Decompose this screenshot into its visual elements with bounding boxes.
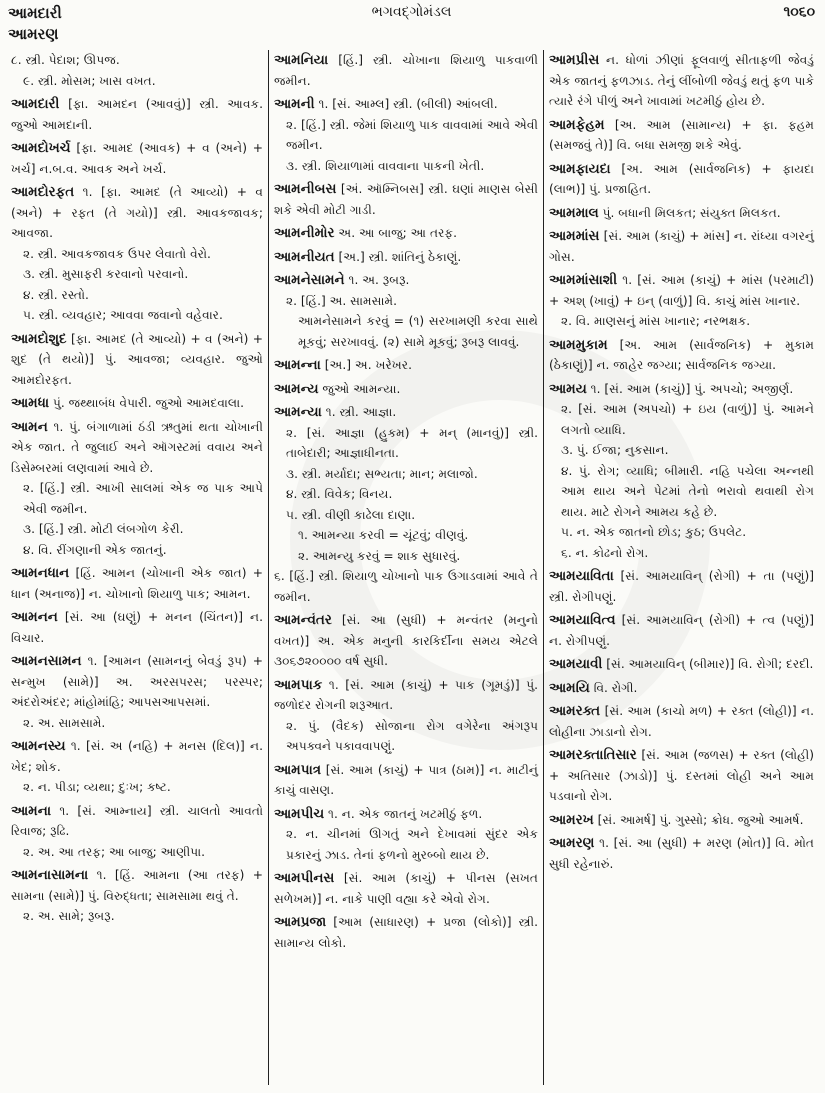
entry-definition: ૧. અ. રૂબરૂ. (348, 273, 410, 287)
entry-definition: ૧. [સં. આમ્નાય] સ્ત્રી. ચાલતો આવતો રિવાજ; રૂઢિ. (11, 803, 263, 838)
entry-headword: આમનિયા (274, 52, 329, 68)
entry-definition: ૧. [સં. આમ્લ] સ્ત્રી. (બીલી) આંબલી. (318, 97, 498, 111)
entry-sense: ૨. અ. આ તરફ; આ બાજુ; આણીપા. (23, 844, 205, 859)
entry-definition: [સં. આમ (કાચું) + પાત્ર (ઠામ)] ન. માટીનું કાચું વાસણ. (274, 762, 538, 797)
entry-sense: ૨. [સં. આમ (અપચો) + ઇય (વાળું)] પું. આમને લગતો વ્યાધિ. (561, 402, 814, 437)
column-3 (543, 50, 819, 1085)
entry-definition: ૧. [સં. આમ (કાચું) + પાક (ગૂમડું)] પું. જળોદર રોગની શરૂઆત. (274, 677, 539, 712)
entry-sense: ૪. વિ. રીંગણાની એક જાતનું. (23, 542, 167, 557)
entry-headword: આમનીયત (274, 248, 335, 265)
entry-headword: આમરક્તાતિસાર (549, 747, 637, 763)
entry-definition: [આમ (સાધારણ) + પ્રજા (લોકો)] સ્ત્રી. સામાન્ય લોકો. (274, 915, 538, 950)
entry-sense: ૨. અ. સામે; રૂબરૂ. (23, 909, 115, 923)
entry-sense: ૪. સ્ત્રી. વિવેક; વિનય. (286, 487, 393, 501)
entry-sense: ૨. ન. ચીનમાં ઊગતું અને દેખાવમાં સુંદર એક પ્રકારનું ઝાડ. તેનાં ફળનો મુરબ્બો થાય છે. (286, 827, 538, 862)
dictionary-entry (549, 115, 814, 156)
page-number: ૧૦૬૦ (783, 4, 815, 20)
entry-sense: ૩. સ્ત્રી. શિયાળામાં વાવવાના પાકની ખેતી. (286, 158, 485, 173)
entry-sense: ૫. ન. એક જાતનો છોડ; કુઠ; ઉપલેટ. (561, 525, 747, 539)
entry-headword: આમપાત્ર (274, 761, 322, 778)
entry-headword: આમનસ્ય (11, 738, 66, 754)
dictionary-entry (549, 226, 814, 267)
entry-headword: આમરક્ત (549, 703, 601, 719)
dictionary-entry (549, 379, 814, 564)
entry-definition: [સં. આમ (કાચું) + પીનસ (સખત સળેખમ)] ન. નાકે પાણી વહ્યા કરે એવો રોગ. (274, 871, 538, 906)
entry-sense: ૩. સ્ત્રી. મર્યાદા; સભ્યતા; માન; મલાજો. (286, 466, 478, 481)
entry-definition: [સં. આ (સુધી) + મન્વંતર (મનુનો વખત)] અ. એક મનુની કારકિર્દીના સમય એટલે ૩૦૬૭૨૦૦૦૦ વર્ષ સુધી. (274, 613, 539, 668)
column-1 (6, 50, 268, 1085)
entry-definition: ૧. [આમન (સામનનું બેવડું રૂપ) + સન્મુખ (સામે)] અ. અરસપરસ; પરસ્પર; અંદરોઅંદર; માંહોમાંહિ; આપસઆપસમાં. (11, 654, 263, 709)
entry-headword: આમમાંસ (549, 228, 600, 244)
entry-phrase: આમનેસામને કરવું = (૧) સરખામણી કરવા સાથે મૂકવું; સરખાવવું. (૨) સામે મૂકવું; રૂબરૂ લાવવું. (298, 314, 538, 349)
dictionary-entry (274, 50, 538, 91)
entry-definition: ૧. [સં. આમ (કાચું) + માંસ (પરમાટી) + અશ્ (ખાવું) + ઇન્ (વાળું)] વિ. કાચું માંસ ખાનાર. (549, 273, 814, 308)
dictionary-entry (11, 182, 263, 326)
dictionary-entry (274, 355, 538, 376)
entry-sense: ૨. [હિં.] અ. સામસામે. (286, 293, 397, 308)
entry-sense: ૨. સ્ત્રી. આવકજાવક ઉપર લેવાતો વેરો. (23, 246, 211, 261)
dictionary-entry (549, 270, 814, 332)
entry-definition: [સં. આમ (જળસ) + રક્ત (લોહી) + અતિસાર (ઝાડો)] પું. દસ્તમાં લોહી અને આમ પડવાનો રોગ. (549, 748, 814, 803)
entry-headword: આમયાવિત્વ (549, 612, 616, 628)
dictionary-entry (274, 179, 538, 220)
entry-sense: ૪. પું. રોગ; વ્યાધિ; બીમારી. નહિ પચેલા અન્નથી આમ થાય અને પેટમાં તેનો ભરાવો થવાથી રોગ થાય. માટે રોગને આમય કહે છે. (561, 463, 814, 519)
entry-headword: આમમાંસાશી (549, 272, 618, 288)
entry-headword: આમન્વંતર (274, 612, 332, 628)
entry-definition: [સં. આમયાવિન્ (બીમાર)] વિ. રોગી; દરદી. (606, 657, 814, 671)
entry-sense: ૪. સ્ત્રી. રસ્તો. (23, 287, 89, 302)
entry-sense: ૨. અ. સામસામે. (23, 715, 106, 730)
entry-headword: આમપ્રજા (274, 914, 327, 930)
dictionary-entry (274, 402, 538, 607)
entry-sense: ૨. [હિં.] સ્ત્રી. જેમાં શિયાળુ પાક વાવવામાં આવે એવી જમીન. (286, 117, 538, 152)
entry-headword: આમનાસામના (11, 867, 89, 883)
entry-definition: ૧. ન. એક જાતનું ખટમીઠું ફળ. (328, 806, 483, 821)
entry-definition: [ફા. આમદન (આવવું)] સ્ત્રી. આવક. જુઓ આમદાની. (11, 97, 264, 132)
entry-headword: આમદારી (11, 96, 60, 112)
entry-definition: [અ.] સ્ત્રી. શાંતિનું ઠેકાણું. (338, 249, 462, 264)
dictionary-entry (274, 270, 538, 352)
dictionary-entry (549, 203, 814, 224)
dictionary-entry (11, 138, 263, 179)
entry-sense: ૨. વિ. માણસનું માંસ ખાનાર; નરભક્ષક. (561, 314, 751, 328)
entry-headword: આમરણ (549, 835, 595, 851)
entry-headword: આમદોશુદ (11, 330, 67, 347)
entry-definition: [હિં.] સ્ત્રી. ચોખાના શિયાળુ પાકવાળી જમીન. (274, 53, 538, 88)
entry-headword: આમનીબસ (274, 181, 337, 197)
entry-definition: [સં. આમયાવિન્ (રોગી) + તા (પણું)] સ્ત્રી. રોગીપણું. (549, 569, 814, 604)
dictionary-entry (274, 804, 538, 866)
entry-headword: આમપાક (274, 676, 323, 693)
dictionary-entry (11, 651, 263, 733)
entry-headword: આમનેસામને (274, 272, 345, 288)
entry-definition: [સં. આમયાવિન્ (રોગી) + ત્વ (પણું)] ન. રોગીપણું. (549, 613, 814, 648)
entry-sense: ૫. સ્ત્રી. વ્યવહાર; આવવા જવાનો વહેવાર. (23, 308, 223, 322)
entry-definition: [સં. આ (ઘણું) + મનન (ચિંતન)] ન. વિચાર. (11, 610, 263, 645)
entry-headword: આમયિ (549, 679, 590, 696)
dictionary-entry (274, 610, 538, 672)
dictionary-entry (11, 417, 263, 561)
entry-headword: આમન (11, 418, 48, 435)
entry-headword: આમન્ય (274, 380, 319, 397)
entry-sense: ૬. ન. કોઢનો રોગ. (561, 545, 649, 560)
entry-headword: આમન્યા (274, 404, 322, 420)
entry-definition: ૧. પું. બંગાળામાં ઠંડી ઋતુમાં થતા ચોખાની એક જાત. તે જુલાઈ અને ઑગસ્ટમાં વવાય અને ડિસેમ્બરમાં લણવામાં આવે છે. (11, 419, 264, 475)
dictionary-title: ભગવદ્ગોમંડલ (371, 4, 452, 20)
dictionary-entry (11, 865, 263, 927)
entry-definition: [અં. ઑમ્નિબસ] સ્ત્રી. ઘણાં માણસ બેસી શકે એવી મોટી ગાડી. (274, 182, 538, 217)
entry-definition: [સં. આમ (કાચો મળ) + રક્ત (લોહી)] ન. લોહીના ઝાડાનો રોગ. (549, 704, 814, 739)
dictionary-entry (274, 675, 538, 757)
entry-headword: આમનધાન (11, 565, 70, 581)
dictionary-entry (549, 335, 814, 376)
entry-definition: ૧. સ્ત્રી. આજ્ઞા. (325, 405, 397, 419)
dictionary-entry (11, 563, 263, 604)
entry-definition: જુઓ આમન્યા. (322, 381, 401, 396)
dictionary-entry (11, 736, 263, 798)
entry-definition: ૧. [ફા. આમદ (તે આવ્યો) + વ (અને) + રફત (તે ગયો)] સ્ત્રી. આવકજાવક; આવજા. (11, 185, 264, 240)
dictionary-entry (274, 247, 538, 268)
dictionary-entry (549, 566, 814, 607)
dictionary-entry (11, 607, 263, 648)
entry-definition: ૧. [સં. આમ (કાચું)] પું. અપચો; અજીર્ણ. (590, 381, 794, 396)
entry-definition: ૧. [હિં. આમના (આ તરફ) + સામના (સામે)] પું. વિરુદ્ધતા; સામસામા થવું તે. (11, 868, 263, 903)
entry-definition: [અ. આમ (સાર્વજનિક) + ફાયદા (લાભ)] પું. પ્રજાહિત. (549, 161, 815, 196)
entry-headword: આમયાવિતા (549, 568, 614, 584)
entry-headword: આમપીનસ (274, 870, 335, 886)
dictionary-entry (274, 94, 538, 176)
entry-headword: આમમુકામ (549, 336, 608, 353)
dictionary-entry (11, 329, 263, 391)
page-header (8, 4, 815, 26)
dictionary-entry (274, 868, 538, 909)
entry-sense: ૩. [હિં.] સ્ત્રી. મોટી લંબગોળ કેરી. (23, 522, 184, 536)
entry-headword: આમન્ના (274, 357, 321, 373)
dictionary-entry (549, 610, 814, 651)
entry-definition: ૧. [સં. આ (સુધી) + મરણ (મોત)] વિ. મોત સુધી રહેનારું. (549, 836, 815, 871)
dictionary-entry (274, 379, 538, 400)
entry-headword: આમપ્રીસ (549, 52, 600, 68)
entry-headword: આમયાવી (549, 656, 603, 672)
entry-definition: [સં. આમ (કાચું) + માંસ] ન. રાંધ્યા વગરનું ગોસ. (549, 229, 814, 264)
entry-definition: પું. બધાની મિલકત; સંયુક્ત મિલકત. (602, 205, 781, 220)
entry-sense: ૫. સ્ત્રી. વીણી કાઢેલા દાણા. (286, 507, 416, 522)
entry-phrase: ૨. આમન્યુ કરવું = શાક સુધારવું. (298, 548, 461, 563)
entry-definition: પું. જથ્થાબંધ વેપારી. જુઓ આમદવાલા. (53, 396, 244, 410)
entry-definition: અ. આ બાજુ; આ તરફ. (338, 226, 457, 240)
entry-definition: [હિં. આમન (ચોખાની એક જાત) + ધાન (અનાજ)] ન. ચોખાનો શિયાળુ પાક; આમન. (11, 566, 263, 601)
entry-headword: આમય (549, 380, 587, 397)
entry-definition: [સં. આમર્ષ] પું. ગુસ્સો; ક્રોધ. જુઓ આમર્ષ. (597, 812, 804, 827)
entry-headword: આમની (274, 96, 315, 112)
entry-definition: [અ.] અ. ખરેખર. (324, 358, 412, 372)
entry-definition: [અ. આમ (સામાન્ય) + ફા. ફહમ (સમજવું તે)] વિ. બધા સમજી શકે એવું. (549, 117, 814, 152)
entry-headword: આમનસામન (11, 653, 82, 669)
entry-headword: આમરખ (549, 811, 594, 828)
entry-headword: આમનીમોર (274, 225, 335, 241)
entry-headword: આમધા (11, 395, 50, 411)
column-2 (268, 50, 543, 1085)
entry-sense: ૮. સ્ત્રી. પેદાશ; ઊપજ. (11, 53, 120, 67)
dictionary-entry (549, 159, 814, 200)
entry-sense: ૯. સ્ત્રી. મોસમ; ખાસ વખત. (23, 73, 156, 88)
entry-sense: ૨. ન. પીડા; વ્યથા; દુઃખ; કષ્ટ. (23, 780, 171, 794)
entry-sense: ૬. [હિં.] સ્ત્રી. શિયાળુ ચોખાનો પાક ઉગાડવામાં આવે તે જમીન. (274, 569, 538, 604)
dictionary-columns (6, 50, 819, 1085)
entry-sense: ૩. સ્ત્રી. મુસાફરી કરવાનો પરવાનો. (23, 267, 189, 281)
dictionary-entry (549, 833, 814, 874)
entry-headword: આમફેહમ (549, 116, 605, 133)
entry-headword: આમપીચ (274, 805, 325, 822)
dictionary-entry (549, 678, 814, 699)
entry-headword: આમના (11, 802, 52, 819)
entry-phrase: ૧. આમન્યા કરવી = ચૂંટવું; વીણવું. (298, 528, 469, 542)
entry-headword: આમદોખર્ચ (11, 140, 71, 156)
dictionary-entry (274, 912, 538, 953)
entry-definition: વિ. રોગી. (593, 680, 638, 695)
entry-definition: ન. ધોળાં ઝીણાં ફૂલવાળું સીતાફળી જેવડું એક જાતનું ફળઝાડ. તેનું લીંબોળી જેવડું થતું ફળ પાકે ત્યારે રંગે પીળું અને ખાવામાં ખટમીઠું હોય છે. (549, 53, 814, 108)
dictionary-entry (549, 50, 814, 112)
entry-definition: [ફા. આમદ (આવક) + વ (અને) + ખર્ચ] ન.બ.વ. આવક અને ખર્ચ. (11, 141, 263, 176)
dictionary-entry (11, 393, 263, 414)
dictionary-entry (274, 223, 538, 244)
entry-sense: ૨. [સં. આજ્ઞા (હુકમ) + મન્ (માનવું)] સ્ત્રી. તાબેદારી; આજ્ઞાધીનતા. (286, 425, 538, 460)
entry-definition: ૧. [સં. અ (નહિ) + મનસ (દિલ)] ન. ખેદ; શોક. (11, 739, 264, 774)
dictionary-entry (11, 50, 263, 91)
entry-definition: [ફા. આમદ (તે આવ્યો) + વ (અને) + શુદ (તે થયો)] પું. આવજા; વ્યવહાર. જુઓ આમદોરફત. (11, 331, 264, 387)
left-guide-word: આમદારી (8, 4, 62, 22)
dictionary-entry (549, 701, 814, 742)
entry-headword: આમનન (11, 609, 58, 625)
entry-definition: [અ. આમ (સાર્વજનિક) + મુકામ (ઠેકાણું)] ન. જાહેર જગ્યા; સાર્વજનિક જગ્યા. (549, 337, 815, 372)
dictionary-entry (549, 745, 814, 807)
entry-headword: આમફાયદા (549, 160, 611, 177)
dictionary-entry (549, 654, 814, 675)
right-guide-word: આમરણ (8, 25, 59, 43)
entry-headword: આમમાલ (549, 204, 599, 221)
entry-sense: ૨. [હિં.] સ્ત્રી. આખી સાલમાં એક જ પાક આપે એવી જમીન. (23, 481, 263, 516)
dictionary-entry (274, 760, 538, 801)
entry-sense: ૨. પું. (વૈદક) સોજાના રોગ વગેરેના અંગરૂપ અપક્વને પકાવવાપણું. (286, 718, 538, 753)
entry-sense: ૩. પું. ઈજા; નુકસાન. (561, 443, 669, 457)
entry-headword: આમદોરફત (11, 184, 75, 200)
dictionary-entry (549, 810, 814, 831)
dictionary-entry (11, 94, 263, 135)
dictionary-entry (11, 801, 263, 863)
